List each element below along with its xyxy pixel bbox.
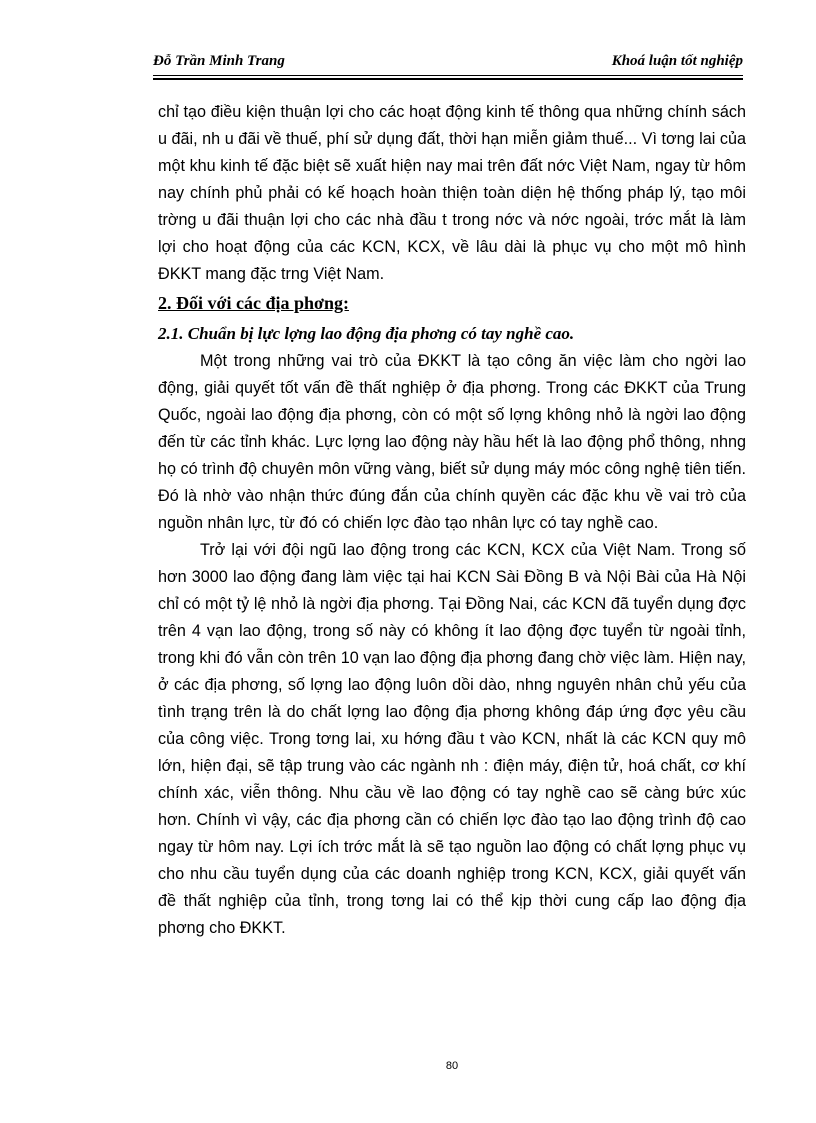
section-heading-2: 2. Đối với các địa phơng: <box>158 293 349 313</box>
page-number: 80 <box>445 1060 459 1072</box>
header-title: Khoá luận tốt nghiệp <box>611 53 743 69</box>
header-rule <box>153 75 743 80</box>
page-header <box>153 44 743 84</box>
subsection-heading-2-1: 2.1. Chuẩn bị lực lợng lao động địa phơng có tay nghề cao. <box>158 324 575 343</box>
paragraph-3: Trở lại với đội ngũ lao động trong các KCN, KCX của Việt Nam. Trong số hơn 3000 lao động đang làm việc tại hai KCN Sài Đồng B và Nội Bài của Hà Nội chỉ có một tỷ lệ nhỏ là ngời địa phơng. Tại Đồng Nai, các KCN đã tuyển dụng đợc trên 4 vạn lao động, trong số này có không ít lao động đợc tuyển từ ngoài tỉnh, trong khi đó vẫn còn trên 10 vạn lao động địa phơng đang chờ việc làm. Hiện nay, ở các địa phơng, số lợng lao động luôn dồi dào, nhng nguyên nhân chủ yếu của tình trạng trên là do chất lợng lao động địa phơng không đáp ứng đợc yêu cầu của công việc. Trong tơng lai, xu hớng đầu t vào KCN, nhất là các KCN quy mô lớn, hiện đại, sẽ tập trung vào các ngành nh : điện máy, điện tử, hoá chất, cơ khí chính xác, viễn thông. Nhu cầu về lao động có tay nghề cao sẽ càng bức xúc hơn. Chính vì vậy, các địa phơng cần có chiến lợc đào tạo lao động trình độ cao ngay từ hôm nay. Lợi ích trớc mắt là sẽ tạo nguồn lao động có chất lợng phục vụ cho nhu cầu tuyển dụng của các doanh nghiệp trong KCN, KCX, giải quyết vấn đề thất nghiệp của tỉnh, trong tơng lai có thể kịp thời cung cấp lao động địa phơng cho ĐKKT. <box>158 541 746 937</box>
paragraph-2: Một trong những vai trò của ĐKKT là tạo công ăn việc làm cho ngời lao động, giải quyết tốt vấn đề thất nghiệp ở địa phơng. Trong các ĐKKT của Trung Quốc, ngoài lao động địa phơng, còn có một số lợng không nhỏ là ngời lao động đến từ các tỉnh khác. Lực lợng lao động này hầu hết là lao động phổ thông, nhng họ có trình độ chuyên môn vững vàng, biết sử dụng máy móc công nghệ tiên tiến. Đó là nhờ vào nhận thức đúng đắn của chính quyền các đặc khu về vai trò của nguồn nhân lực, từ đó có chiến lợc đào tạo nhân lực có tay nghề cao. <box>158 352 746 532</box>
header-author: Đỗ Trần Minh Trang <box>153 53 285 69</box>
paragraph-1: chỉ tạo điều kiện thuận lợi cho các hoạt động kinh tế thông qua những chính sách u đãi, nh u đãi về thuế, phí sử dụng đất, thời hạn miễn giảm thuế... Vì tơng lai của một khu kinh tế đặc biệt sẽ xuất hiện nay mai trên đất nớc Việt Nam, ngay từ hôm nay chính phủ phải có kế hoạch hoàn thiện toàn diện hệ thống pháp lý, tạo môi trờng u đãi thuận lợi cho các nhà đầu t trong nớc và nớc ngoài, trớc mắt là làm lợi cho hoạt động của các KCN, KCX, về lâu dài là phục vụ cho một mô hình ĐKKT mang đặc trng Việt Nam. <box>158 103 746 283</box>
page-body <box>158 99 746 942</box>
